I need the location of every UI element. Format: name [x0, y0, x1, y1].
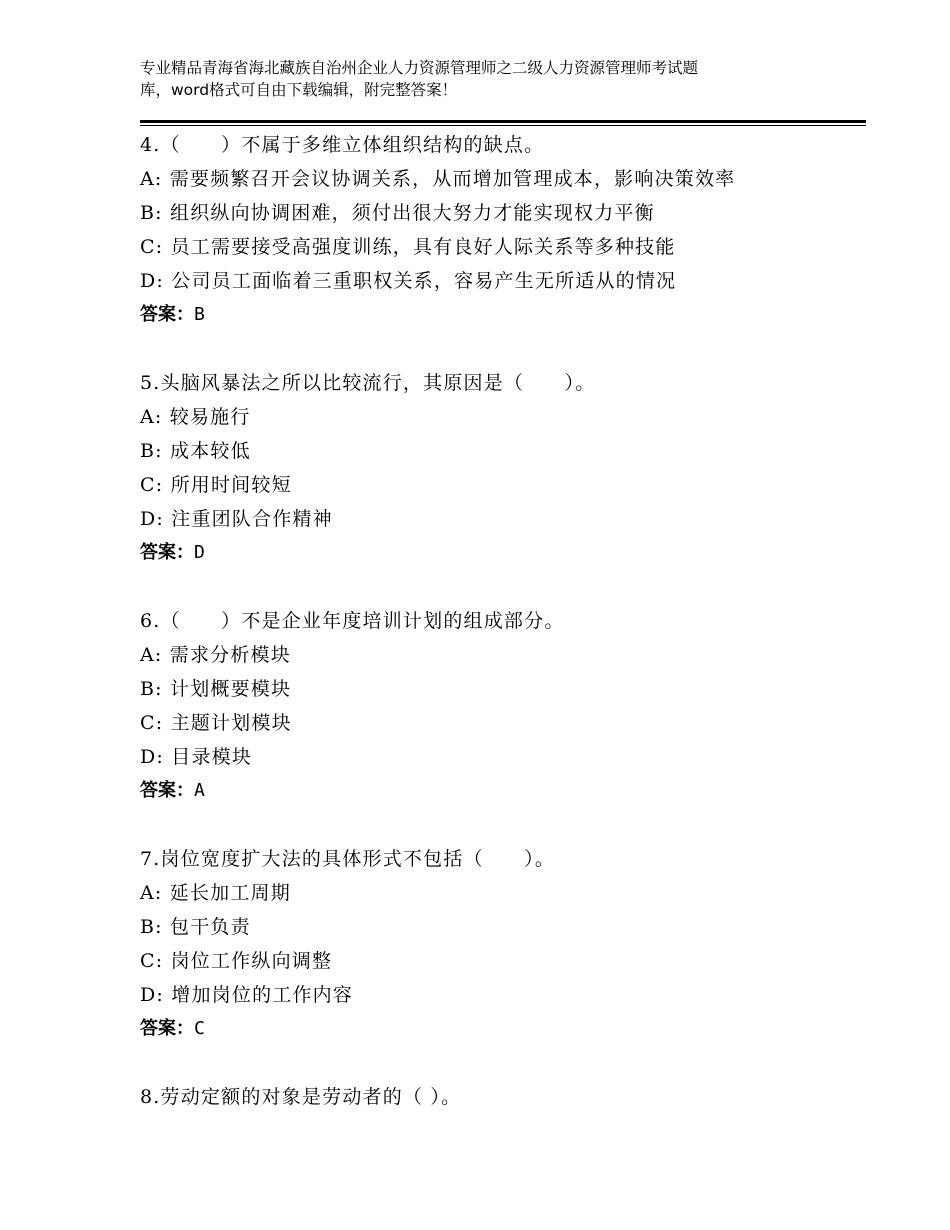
- answer-row: [140, 298, 866, 332]
- option-a: A: 需求分析模块: [140, 644, 291, 666]
- answer-label: 答案：: [140, 304, 194, 325]
- header-divider-thick: [140, 120, 866, 123]
- question-8: [140, 1080, 866, 1114]
- answer-value: A: [194, 780, 205, 801]
- header-title-line-2: 库，word格式可自由下载编辑，附完整答案！: [140, 81, 458, 99]
- option-a: A: 延长加工周期: [140, 882, 291, 904]
- answer-value: B: [194, 304, 205, 325]
- question-stem: 5.头脑风暴法之所以比较流行，其原因是（ ）。: [140, 372, 596, 394]
- option-b: B: 包干负责: [140, 916, 251, 938]
- document-header: [140, 57, 830, 101]
- option-c: C: 所用时间较短: [140, 474, 292, 496]
- question-5: [140, 366, 866, 570]
- question-7: [140, 842, 866, 1046]
- option-a: A: 需要频繁召开会议协调关系，从而增加管理成本，影响决策效率: [140, 168, 736, 190]
- option-c: C: 主题计划模块: [140, 712, 292, 734]
- option-d: D: 注重团队合作精神: [140, 508, 333, 530]
- answer-label: 答案：: [140, 542, 194, 563]
- option-b: B: 成本较低: [140, 440, 251, 462]
- question-stem: 8.劳动定额的对象是劳动者的（ ）。: [140, 1086, 462, 1108]
- answer-label: 答案：: [140, 1018, 194, 1039]
- header-title-line-1: 专业精品青海省海北藏族自治州企业人力资源管理师之二级人力资源管理师考试题: [140, 59, 699, 77]
- option-b: B: 组织纵向协调困难，须付出很大努力才能实现权力平衡: [140, 202, 655, 224]
- option-d: D: 公司员工面临着三重职权关系，容易产生无所适从的情况: [140, 270, 677, 292]
- option-c: C: 员工需要接受高强度训练，具有良好人际关系等多种技能: [140, 236, 676, 258]
- answer-row: [140, 536, 866, 570]
- question-stem: 4.（ ）不属于多维立体组织结构的缺点。: [140, 134, 545, 156]
- answer-row: [140, 774, 866, 808]
- header-divider-thin: [140, 125, 866, 126]
- option-d: D: 目录模块: [140, 746, 253, 768]
- answer-label: 答案：: [140, 780, 194, 801]
- question-4: [140, 128, 866, 332]
- question-6: [140, 604, 866, 808]
- option-c: C: 岗位工作纵向调整: [140, 950, 333, 972]
- answer-row: [140, 1012, 866, 1046]
- question-stem: 7.岗位宽度扩大法的具体形式不包括（ ）。: [140, 848, 556, 870]
- answer-value: D: [194, 542, 205, 563]
- option-d: D: 增加岗位的工作内容: [140, 984, 354, 1006]
- answer-value: C: [194, 1018, 205, 1039]
- question-list: [140, 128, 866, 1114]
- option-b: B: 计划概要模块: [140, 678, 292, 700]
- question-stem: 6.（ ）不是企业年度培训计划的组成部分。: [140, 610, 565, 632]
- option-a: A: 较易施行: [140, 406, 251, 428]
